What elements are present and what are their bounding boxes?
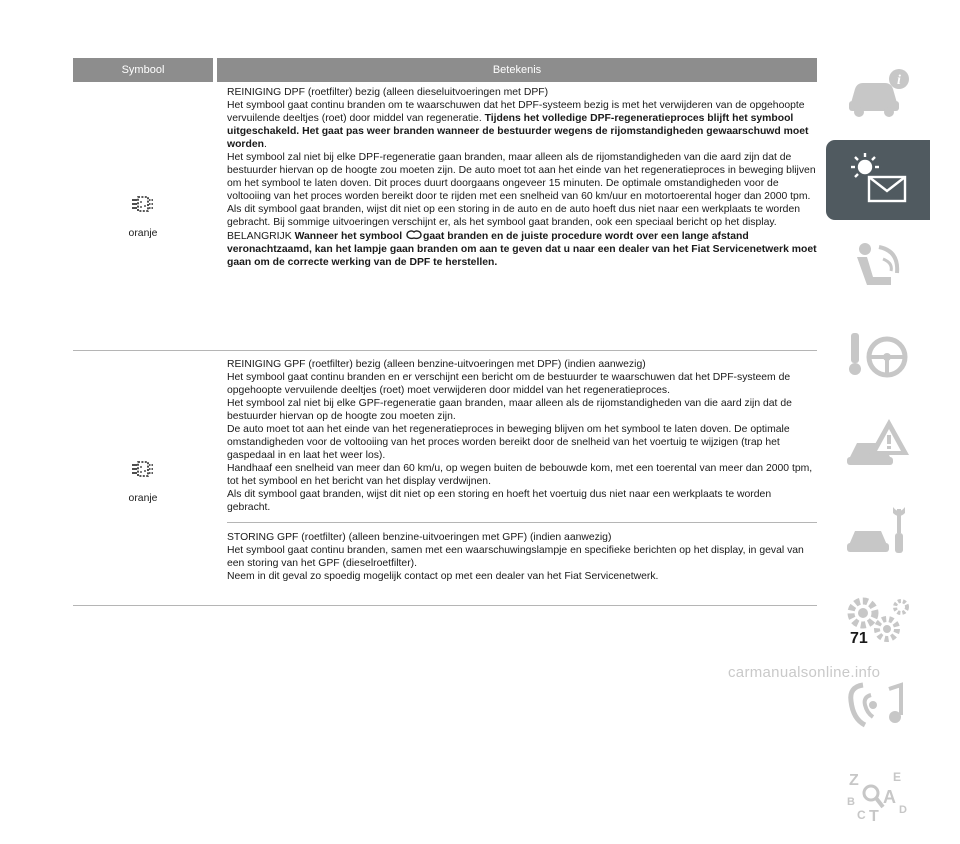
meaning-column-header: Betekenis [217,58,817,82]
warning-label: BELANGRIJK [227,231,295,242]
tab-car-info[interactable] [826,52,930,132]
paragraph: Het symbool gaat continu branden en er verschijnt een bericht om de bestuurder te waarschuwen dat het DPF-systeem de opgehoopte vervuilende deeltjes (roet) moet verwijderen door middel van het regeneratieproces. [227,372,791,396]
index-icon [843,767,913,825]
meaning-cell [213,82,817,350]
tab-emergency[interactable] [826,404,930,484]
tab-warning-lights[interactable] [826,140,930,220]
dpf-warning-inline-icon [405,229,423,240]
steering-key-icon [843,327,913,385]
paragraph: Handhaaf een snelheid van meer dan 60 km/u, op wegen buiten de bebouwde kom, met een toerental van meer dan 2000 tpm, tot het symbool en het bericht van het display verdwijnen. [227,463,813,487]
paragraph [227,99,817,151]
tab-safety[interactable] [826,228,930,308]
warning-paragraph [227,229,817,269]
table-header [73,58,817,82]
index-letter: E [893,770,902,784]
warning-bold-text: gaat branden en de juiste procedure wordt over een lange afstand veronachtzaamd, kan het lampje gaan branden om aan te geven dat u naar een dealer van het Fiat Servicenetwerk moet gaan om de correcte werking van de DPF te herstellen. [227,231,817,268]
symbol-column-header: Symbool [73,58,213,82]
paragraph: De auto moet tot aan het einde van het regeneratieproces in beweging blijven om het symbool te laten doven. De optimale omstandigheden voor de voltooiing van het proces worden bereikt door de snelheid van het voertuig te wijzigen (trap het gaspedaal in en laat het weer los). [227,424,790,461]
color-label: oranje [128,227,158,239]
paragraph: Als dit symbool gaat branden, wijst dit niet op een storing en hoeft het voertuig dus niet naar een werkplaats te worden gebracht. [227,489,772,513]
maintenance-icon [843,503,913,561]
dpf-filter-icon [130,194,156,214]
paragraph-end: . [263,139,267,150]
emergency-triangle-icon [843,415,913,473]
paragraph-bold-text: Tijdens het volledige DPF-regeneratieproces blijft het symbool uitgeschakeld. Het gaat pas weer branden wanneer de bestuurder wegens de rijomstandigheden gewaarschuwd moet worden [227,113,809,150]
tab-maintenance[interactable] [826,492,930,572]
warning-bold-text: Wanneer het symbool [294,231,406,242]
meaning-cell [213,351,817,605]
paragraph: Het symbool zal niet bij elke GPF-regeneratie gaan branden, maar alleen als de rijomstandigheden van die aard zijn dat de bestuurder hiervan op de hoogte zou moeten zijn. [227,398,792,422]
tab-index[interactable] [826,756,930,836]
symbol-cell [73,82,213,350]
warning-light-message-icon [843,151,913,209]
index-letter: Z [849,772,859,789]
seat-safety-icon [843,239,913,297]
gpf-filter-icon [130,459,156,479]
index-letter: T [869,808,879,825]
multimedia-icon [843,679,913,737]
paragraph: Het symbool gaat continu branden, samen met een waarschuwingslampje en specifieke berichten op het display, in geval van een storing van het GPF (dieselroetfilter). [227,545,804,569]
tab-technical-data[interactable] [826,580,930,660]
tab-starting-driving[interactable] [826,316,930,396]
gpf-fault-block [227,522,817,583]
chapter-sidebar [826,52,930,844]
section-heading: REINIGING GPF (roetfilter) bezig (alleen benzine-uitvoeringen met DPF) (indien aanwezig) [227,359,646,370]
color-label: oranje [128,493,158,504]
warning-symbol-table [73,58,817,606]
paragraph-text: Het symbool gaat continu branden om te waarschuwen dat het DPF-systeem bezig is met het verwijderen van de opgehoopte vervuilende deeltjes (roet) door middel van regeneratie. [227,100,805,124]
paragraph: Het symbool zal niet bij elke DPF-regeneratie gaan branden, maar alleen als de rijomstandigheden van die aard zijn dat de bestuurder hiervan op de hoogte zou moeten zijn. De auto moet tot aan het einde van het regeneratieproces in beweging blijven om het symbool te laten doven. Dit proces duurt doorgaans ongeveer 15 minuten. De optimale omstandigheden voor de voltooiing van het proces worden bereikt door te rijden met een snelheid van 60 km/uur en motortoerental hoger dan 2000 tpm. [227,152,816,202]
index-letter: A [883,787,896,807]
page-number: 71 [850,630,868,647]
section-heading: REINIGING DPF (roetfilter) bezig (alleen dieseluitvoeringen met DPF) [227,87,549,98]
table-row [73,82,817,351]
section-heading: STORING GPF (roetfilter) (alleen benzine-uitvoeringen met GPF) (indien aanwezig) [227,532,612,543]
index-letter: B [847,796,855,808]
paragraph: Neem in dit geval zo spoedig mogelijk contact op met een dealer van het Fiat Servicenetwerk. [227,571,659,582]
paragraph: Als dit symbool gaat branden, wijst dit niet op een storing in de auto en de auto hoeft dus niet naar een werkplaats te worden gebracht. Bij sommige uitvoeringen verschijnt er, als het symbool gaat branden, ook een speciaal bericht op het display. [227,204,801,228]
index-letter: D [899,804,907,816]
table-row [73,351,817,606]
watermark: carmanualsonline.info [728,664,881,681]
svg-text:i: i [897,73,901,88]
symbol-cell [73,351,213,605]
index-letter: C [857,808,866,822]
car-info-icon [843,63,913,121]
